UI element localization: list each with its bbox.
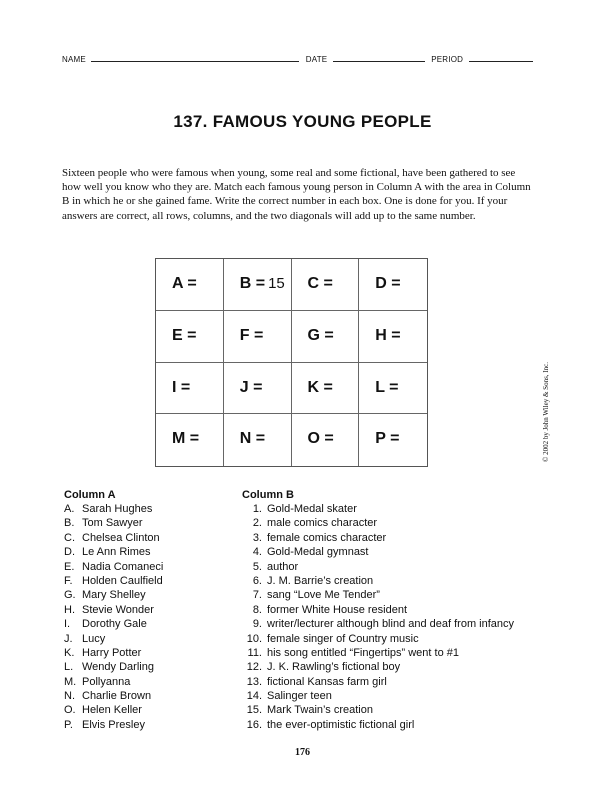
- list-item: [64, 689, 163, 703]
- item-text: Lucy: [82, 632, 106, 645]
- list-item: [64, 560, 163, 574]
- list-item: [64, 603, 163, 617]
- item-key: 13.: [246, 675, 262, 688]
- grid-cell[interactable]: [359, 311, 427, 363]
- column-a-heading: Column A: [64, 489, 116, 501]
- cell-label: K =: [307, 378, 333, 396]
- column-b: [242, 489, 514, 732]
- item-key: B.: [64, 517, 75, 530]
- item-text: Chelsea Clinton: [82, 531, 160, 544]
- item-key: 10.: [246, 632, 262, 645]
- list-item: [64, 703, 163, 717]
- column-b-heading: Column B: [242, 489, 294, 501]
- item-text: J. K. Rawling’s fictional boy: [267, 661, 401, 674]
- list-item: [64, 632, 163, 646]
- name-field[interactable]: [91, 53, 299, 62]
- item-text: Stevie Wonder: [82, 603, 154, 616]
- cell-label: N =: [239, 430, 266, 448]
- item-key: 12.: [246, 661, 262, 674]
- cell-value: 15: [268, 275, 285, 292]
- item-key: P.: [64, 718, 73, 731]
- list-item: [242, 675, 514, 689]
- item-key: N.: [64, 690, 75, 703]
- item-text: Le Ann Rimes: [82, 546, 151, 559]
- list-item: [242, 545, 514, 559]
- grid-cell[interactable]: [156, 363, 224, 415]
- grid-cell[interactable]: [224, 311, 292, 363]
- item-key: O.: [64, 704, 76, 717]
- list-item: [242, 603, 514, 617]
- cell-label: I =: [172, 378, 191, 396]
- grid-cell[interactable]: [292, 311, 360, 363]
- period-label: PERIOD: [431, 55, 464, 64]
- item-text: Wendy Darling: [82, 661, 154, 674]
- item-text: his song entitled “Fingertips” went to #1: [267, 646, 459, 659]
- item-key: 4.: [252, 546, 262, 559]
- item-key: 8.: [252, 603, 262, 616]
- item-text: Holden Caulfield: [82, 574, 163, 587]
- list-item: [242, 718, 514, 732]
- name-label: NAME: [62, 55, 86, 64]
- item-text: male comics character: [267, 517, 378, 530]
- item-text: J. M. Barrie’s creation: [267, 574, 374, 587]
- list-item: [242, 560, 514, 574]
- list-item: [64, 531, 163, 545]
- item-key: C.: [64, 531, 75, 544]
- item-key: H.: [64, 603, 75, 616]
- item-text: writer/lecturer although blind and deaf from infancy: [267, 618, 515, 631]
- item-key: 9.: [252, 618, 262, 631]
- grid-cell[interactable]: [156, 311, 224, 363]
- list-item: [64, 718, 163, 732]
- item-text: the ever-optimistic fictional girl: [267, 718, 415, 731]
- cell-label: M =: [172, 430, 200, 448]
- cell-label: C =: [307, 275, 333, 292]
- list-item: [242, 646, 514, 660]
- item-key: 7.: [252, 589, 262, 602]
- item-key: 14.: [246, 690, 262, 703]
- item-text: sang “Love Me Tender”: [267, 589, 380, 602]
- grid-cell[interactable]: [359, 259, 427, 311]
- list-item: [64, 675, 163, 689]
- list-item: [242, 703, 514, 717]
- list-item: [242, 588, 514, 602]
- item-text: Helen Keller: [82, 704, 142, 717]
- grid-cell[interactable]: [359, 414, 427, 466]
- page-number: 176: [295, 747, 310, 758]
- list-item: [242, 502, 514, 516]
- cell-label: L =: [375, 378, 399, 396]
- item-text: Pollyanna: [82, 675, 131, 688]
- cell-label: B =: [239, 275, 266, 292]
- grid-cell[interactable]: [224, 414, 292, 466]
- item-text: Gold-Medal gymnast: [267, 546, 369, 559]
- cell-label: F =: [239, 326, 264, 344]
- item-key: 16.: [246, 718, 262, 731]
- item-key: F.: [64, 574, 73, 587]
- list-item: [64, 574, 163, 588]
- list-item: [64, 516, 163, 530]
- item-key: 11.: [247, 646, 262, 659]
- cell-label: O =: [307, 430, 334, 448]
- magic-square-grid: [155, 258, 428, 467]
- item-text: Salinger teen: [267, 690, 332, 703]
- item-text: Nadia Comaneci: [82, 560, 164, 573]
- item-key: J.: [64, 632, 73, 645]
- list-item: [242, 632, 514, 646]
- item-key: G.: [64, 589, 76, 602]
- cell-label: H =: [375, 326, 401, 344]
- item-key: 6.: [252, 574, 262, 587]
- date-label: DATE: [305, 55, 328, 64]
- item-text: Gold-Medal skater: [267, 503, 357, 515]
- column-a: [64, 489, 163, 732]
- item-text: Mark Twain’s creation: [267, 704, 373, 717]
- copyright-notice: © 2002 by John Wiley & Sons, Inc.: [542, 362, 550, 462]
- item-key: A.: [64, 503, 75, 515]
- item-text: former White House resident: [267, 603, 407, 616]
- item-key: 1.: [252, 503, 262, 515]
- grid-cell[interactable]: [292, 363, 360, 415]
- item-text: female singer of Country music: [267, 632, 419, 645]
- cell-label: E =: [172, 326, 197, 344]
- grid-cell[interactable]: [292, 259, 360, 311]
- grid-cell[interactable]: [156, 414, 224, 466]
- grid-cell[interactable]: [359, 363, 427, 415]
- page-title: 137. FAMOUS YOUNG PEOPLE: [173, 112, 432, 131]
- list-item: [64, 502, 163, 516]
- item-key: D.: [64, 546, 75, 559]
- period-field[interactable]: [469, 53, 533, 62]
- cell-label: G =: [307, 326, 334, 344]
- item-text: female comics character: [267, 531, 387, 544]
- item-text: Mary Shelley: [82, 589, 146, 602]
- list-item: [64, 617, 163, 631]
- item-key: L.: [64, 661, 74, 674]
- grid-cell[interactable]: [224, 363, 292, 415]
- item-text: Elvis Presley: [82, 718, 145, 731]
- list-item: [64, 545, 163, 559]
- list-item: [242, 660, 514, 674]
- list-item: [242, 617, 514, 631]
- item-key: 3.: [252, 531, 262, 544]
- intro-paragraph: Sixteen people who were famous when young, some real and some fictional, have been gathered to see how well you know who they are. Match each famous young person in Column A with the area in Column B in which he or she gained fame. Write the correct number in each box. One is done for you. If your answers are correct, all rows, columns, and the two diagonals will add up to the same number.: [62, 167, 531, 222]
- cell-label: D =: [375, 275, 401, 292]
- list-item: [64, 660, 163, 674]
- item-text: Charlie Brown: [82, 690, 152, 703]
- item-key: 2.: [252, 517, 262, 530]
- grid-cell[interactable]: [156, 259, 224, 311]
- list-item: [242, 516, 514, 530]
- item-text: Sarah Hughes: [82, 503, 153, 515]
- list-item: [242, 574, 514, 588]
- grid-cell[interactable]: [224, 259, 292, 311]
- grid-cell[interactable]: [292, 414, 360, 466]
- item-key: I.: [64, 618, 71, 631]
- item-key: M.: [64, 675, 77, 688]
- list-item: [64, 646, 163, 660]
- item-text: fictional Kansas farm girl: [267, 675, 387, 688]
- list-item: [242, 531, 514, 545]
- header-fields: [62, 53, 537, 64]
- date-field[interactable]: [333, 53, 425, 62]
- item-text: Harry Potter: [82, 646, 142, 659]
- cell-label: P =: [375, 430, 400, 448]
- item-text: Dorothy Gale: [82, 618, 147, 631]
- item-key: E.: [64, 560, 75, 573]
- item-key: K.: [64, 646, 75, 659]
- cell-label: J =: [239, 378, 263, 396]
- item-key: 15.: [246, 704, 262, 717]
- cell-label: A =: [172, 275, 197, 292]
- item-key: 5.: [252, 560, 262, 573]
- list-item: [64, 588, 163, 602]
- item-text: Tom Sawyer: [82, 517, 143, 530]
- list-item: [242, 689, 514, 703]
- item-text: author: [267, 560, 299, 573]
